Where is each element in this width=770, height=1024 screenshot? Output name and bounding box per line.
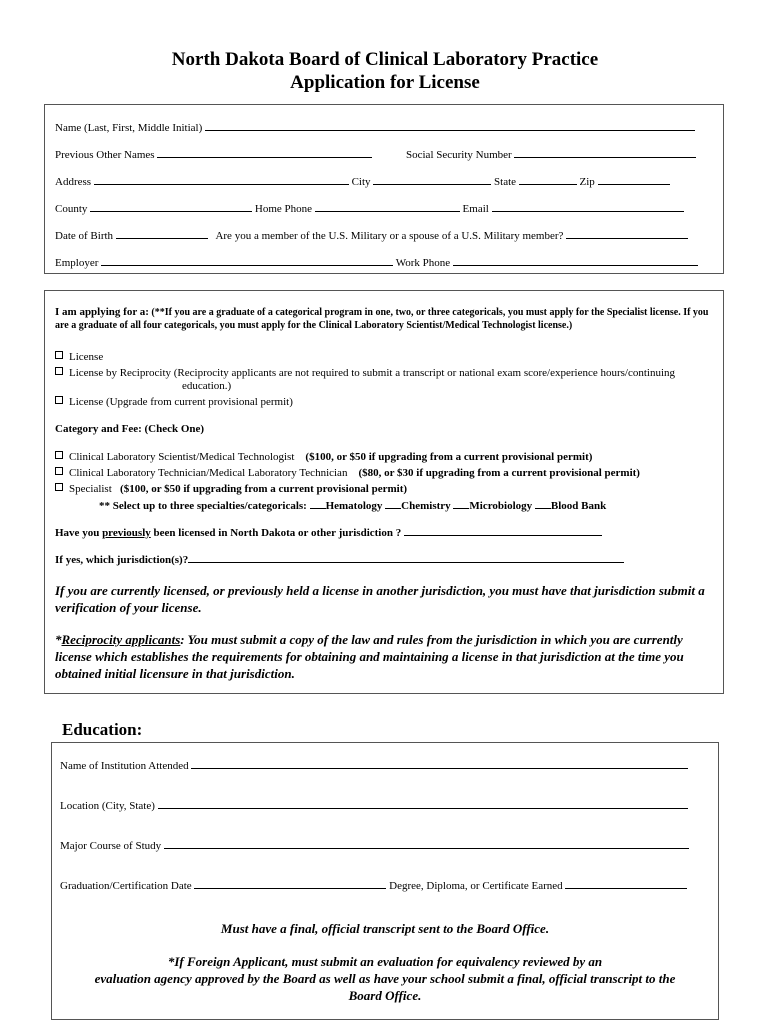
major-row [60,838,689,853]
hematology-field[interactable] [310,498,326,509]
category-heading: Category and Fee: (Check One) [55,423,205,435]
reciprocity-note [55,631,715,682]
location-field[interactable] [158,798,688,809]
zip-label: Zip [579,176,595,188]
address-field[interactable] [94,174,349,185]
specialty-blood-bank: Blood Bank [550,500,607,512]
category-clt-fee: ($80, or $30 if upgrading from a current provisional permit) [358,467,640,479]
category-clt-name: Clinical Laboratory Technician/Medical Laboratory Technician [69,467,348,479]
location-label: Location (City, State) [60,800,155,812]
checkbox-license[interactable] [55,351,63,359]
applying-note: (**If you are a graduate of a categorical program in one, two, or three categoricals, you must apply for the Specialist license. If you are a graduate of all four categoricals, you must apply for the Clinical Laboratory Scientist/Medical Technologist license.) [55,307,709,331]
name-field[interactable] [205,120,695,131]
grad-date-field[interactable] [194,878,386,889]
work-phone-label: Work Phone [395,257,451,269]
reciprocity-note-lead: * [55,632,62,647]
microbiology-field[interactable] [453,498,469,509]
category-cls-name: Clinical Laboratory Scientist/Medical Technologist [69,451,295,463]
category-cls [55,451,592,464]
category-specialist [55,483,407,496]
blood-bank-field[interactable] [535,498,551,509]
name-label: Name (Last, First, Middle Initial) [55,122,203,134]
specialties-row [99,498,606,513]
email-field[interactable] [492,201,684,212]
previously-row [55,525,602,540]
category-specialist-fee: ($100, or $50 if upgrading from a current provisional permit) [120,483,408,495]
institution-field[interactable] [191,758,688,769]
option-reciprocity-label: License by Reciprocity (Reciprocity applicants are not required to submit a transcript or national exam score/experience hours/continuing [69,367,676,379]
degree-field[interactable] [565,878,687,889]
military-label: Are you a member of the U.S. Military or a spouse of a U.S. Military member? [215,230,564,242]
specialty-hematology: Hematology [325,500,383,512]
specialty-chemistry: Chemistry [401,500,451,512]
previously-pre: Have you [55,527,100,539]
checkbox-cls[interactable] [55,451,63,459]
verification-note: If you are currently licensed, or previously held a license in another jurisdiction, you must have that jurisdiction submit a verification of your license. [55,583,705,615]
state-label: State [494,176,517,188]
foreign-note-line-1: *If Foreign Applicant, must submit an evaluation for equivalency reviewed by an [167,954,603,969]
graduation-row [60,878,687,893]
grad-date-label: Graduation/Certification Date [60,880,192,892]
previous-names-label: Previous Other Names [55,149,155,161]
email-label: Email [462,203,489,215]
checkbox-upgrade[interactable] [55,396,63,404]
employer-row [55,255,698,270]
form-title [0,48,770,94]
address-row [55,174,670,189]
previous-names-row [55,147,372,162]
reciprocity-note-rest: : You must submit a copy of the law and rules from the jurisdiction in which you are currently license which establishes the requirements for obtaining and maintaining a license in that jurisdiction at the time you obtained initial licensure in that jurisdiction. [55,632,684,681]
checkbox-specialist[interactable] [55,483,63,491]
previous-names-field[interactable] [157,147,372,158]
address-label: Address [55,176,92,188]
ssn-label: Social Security Number [406,149,512,161]
category-cls-fee: ($100, or $50 if upgrading from a current provisional permit) [305,451,593,463]
title-line-1: North Dakota Board of Clinical Laboratory Practice [171,49,599,70]
previously-word: previously [102,527,151,539]
jurisdiction-field[interactable] [188,552,624,563]
category-specialist-name: Specialist [69,483,112,495]
option-reciprocity [55,367,675,380]
state-field[interactable] [519,174,577,185]
title-line-2: Application for License [290,72,480,93]
county-label: County [55,203,88,215]
dob-row [55,228,688,243]
option-upgrade-label: License (Upgrade from current provisional permit) [69,396,293,408]
reciprocity-note-link: Reciprocity applicants [61,632,181,647]
ssn-field[interactable] [514,147,696,158]
option-reciprocity-cont: education.) [182,380,232,392]
category-clt [55,467,640,480]
location-row [60,798,688,813]
option-license-label: License [69,351,104,363]
foreign-note-line-3: Board Office. [348,988,422,1003]
chemistry-field[interactable] [385,498,401,509]
institution-row [60,758,688,773]
county-field[interactable] [90,201,252,212]
zip-field[interactable] [598,174,670,185]
applying-instructions [55,306,715,332]
transcript-note: Must have a final, official transcript sent to the Board Office. [220,921,550,936]
specialty-microbiology: Microbiology [469,500,533,512]
dob-label: Date of Birth [55,230,114,242]
education-heading: Education: [62,720,143,739]
previously-field[interactable] [404,525,602,536]
ssn-row [406,147,696,162]
home-phone-field[interactable] [315,201,460,212]
jurisdiction-row [55,552,624,567]
option-upgrade [55,396,293,409]
degree-label: Degree, Diploma, or Certificate Earned [389,880,563,892]
institution-label: Name of Institution Attended [60,760,189,772]
military-field[interactable] [566,228,688,239]
jurisdiction-label: If yes, which jurisdiction(s)? [55,554,189,566]
previously-post: been licensed in North Dakota or other jurisdiction ? [153,527,402,539]
checkbox-clt[interactable] [55,467,63,475]
city-label: City [351,176,371,188]
home-phone-label: Home Phone [254,203,313,215]
major-label: Major Course of Study [60,840,162,852]
name-row [55,120,695,135]
dob-field[interactable] [116,228,208,239]
employer-label: Employer [55,257,99,269]
foreign-note-line-2: evaluation agency approved by the Board as well as have your school submit a final, official transcript to the [94,971,676,986]
checkbox-reciprocity[interactable] [55,367,63,375]
option-license [55,351,103,364]
county-row [55,201,684,216]
major-field[interactable] [164,838,689,849]
employer-field[interactable] [101,255,393,266]
applying-lead: I am applying for a: [55,306,149,318]
work-phone-field[interactable] [453,255,698,266]
specialties-label: ** Select up to three specialties/categoricals: [99,500,307,512]
city-field[interactable] [373,174,491,185]
